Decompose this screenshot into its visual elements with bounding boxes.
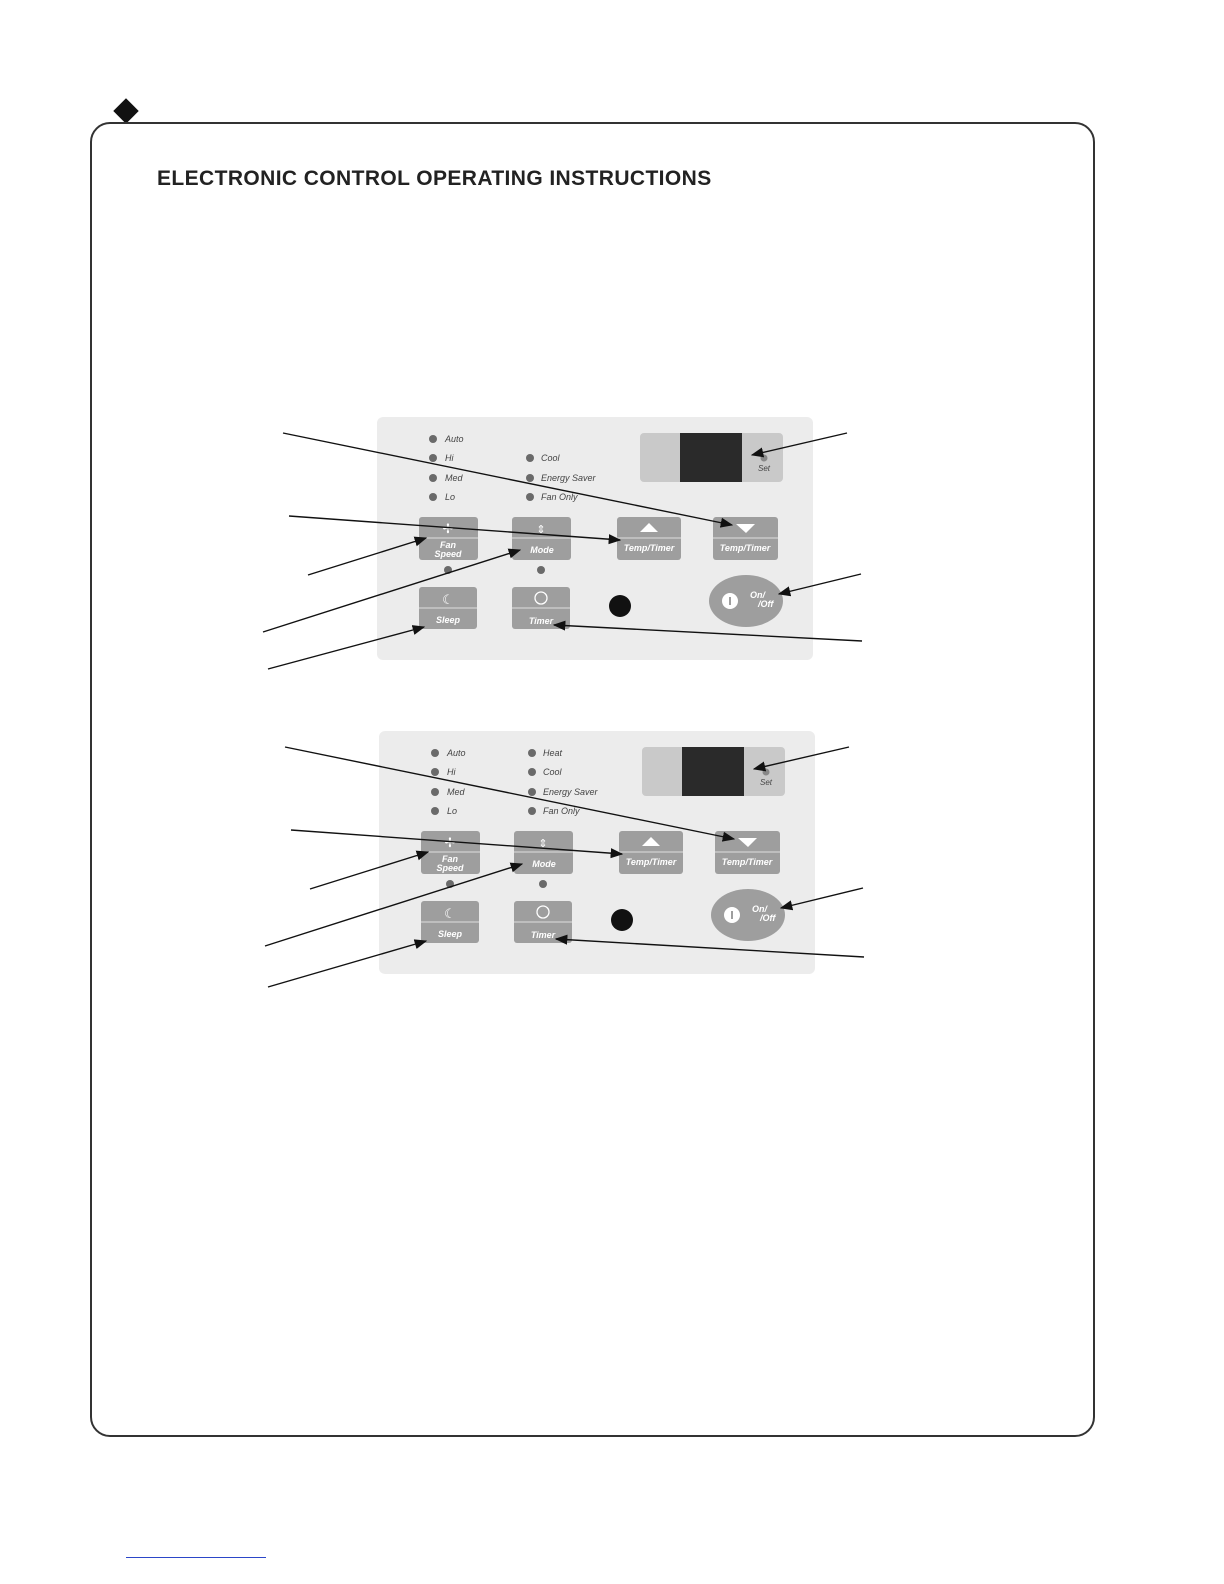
display-screen <box>682 747 744 796</box>
timer-button-label: Timer <box>528 616 554 626</box>
mode-icon: ⇕ <box>536 524 546 536</box>
temp-down-label: Temp/Timer <box>721 857 773 867</box>
timer-button-label: Timer <box>530 930 556 940</box>
timer-button[interactable] <box>514 901 572 943</box>
sleep-button-label: Sleep <box>437 929 463 939</box>
mode-button[interactable] <box>514 831 573 874</box>
temp-up-label: Temp/Timer <box>625 857 677 867</box>
mode-label-energy-saver: Energy Saver <box>543 787 598 797</box>
sleep-button[interactable] <box>421 901 479 943</box>
fan-label-hi: Hi <box>447 767 456 777</box>
fan-label-lo: Lo <box>447 806 458 816</box>
temperature-display <box>642 747 785 796</box>
led-mode <box>539 880 547 888</box>
fan-icon: ✢ <box>444 835 456 850</box>
mode-label-cool: Cool <box>541 453 560 463</box>
power-label-top: On/ <box>750 590 765 600</box>
fan-label-hi: Hi <box>445 453 454 463</box>
led-set <box>763 769 770 776</box>
fan-label-auto: Auto <box>447 748 466 758</box>
fan-speed-label-2: Speed <box>436 863 464 873</box>
power-label-bottom: /Off <box>760 913 776 923</box>
led-mode-cool <box>528 768 536 776</box>
led-mode-fan-only <box>528 807 536 815</box>
mode-label-energy-saver: Energy Saver <box>541 473 596 483</box>
set-label: Set <box>758 464 771 473</box>
mode-label-fan-only: Fan Only <box>543 806 580 816</box>
fan-label-med: Med <box>447 787 465 797</box>
power-label-bottom: /Off <box>758 599 774 609</box>
power-button[interactable] <box>711 889 785 941</box>
led-fan-hi <box>431 768 439 776</box>
fan-label-auto: Auto <box>445 434 464 444</box>
led-fan-med <box>431 788 439 796</box>
fan-speed-label-1: Fan <box>439 540 457 550</box>
temp-up-button[interactable] <box>619 831 683 874</box>
fan-icon: ✢ <box>442 521 454 536</box>
mode-label-cool: Cool <box>543 767 562 777</box>
mode-button-label: Mode <box>532 859 556 869</box>
power-label-top: On/ <box>752 904 767 914</box>
led-fan-lo <box>431 807 439 815</box>
led-mode-energy-saver <box>528 788 536 796</box>
mode-button-label: Mode <box>530 545 554 555</box>
mode-label-heat: Heat <box>543 748 563 758</box>
fan-label-lo: Lo <box>445 492 456 502</box>
page-title: ELECTRONIC CONTROL OPERATING INSTRUCTIONS <box>157 167 712 190</box>
moon-icon: ☾ <box>444 906 456 921</box>
mode-label-fan-only: Fan Only <box>541 492 578 502</box>
fan-speed-button[interactable] <box>421 831 480 874</box>
fan-label-med: Med <box>445 473 463 483</box>
temp-down-label: Temp/Timer <box>719 543 771 553</box>
set-label: Set <box>760 778 773 787</box>
led-fan-auto <box>431 749 439 757</box>
ir-receiver <box>611 909 633 931</box>
temp-up-label: Temp/Timer <box>623 543 675 553</box>
moon-icon: ☾ <box>442 592 454 607</box>
led-mode-heat <box>528 749 536 757</box>
fan-speed-label-1: Fan <box>441 854 459 864</box>
footer-link-underline <box>126 1557 266 1558</box>
fan-speed-label-2: Speed <box>434 549 462 559</box>
sleep-button-label: Sleep <box>435 615 461 625</box>
mode-icon: ⇕ <box>538 838 548 850</box>
